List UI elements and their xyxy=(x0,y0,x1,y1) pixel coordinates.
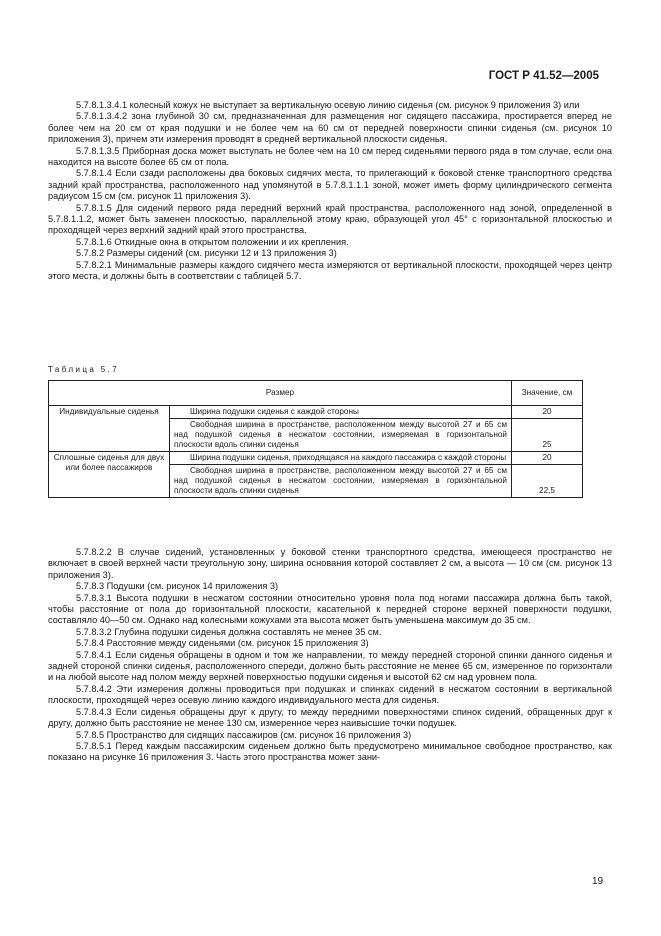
row-desc: Свободная ширина в пространстве, расположенном между высотой 27 и 65 см над подушкой сиденья в несжатом состоянии, измеряемая в горизонтальной плоскости вдоль спинки сиденья xyxy=(170,419,512,452)
paragraph: 5.7.8.4.2 Эти измерения должны проводиться при подушках и спинках сидений в несжатом состоянии в вертикальной плоскости, проходящей через осевую линию каждого индивидуального места для сиденья. xyxy=(48,683,612,706)
paragraph: 5.7.8.4.1 Если сиденья обращены в одном и том же направлении, то между передней стороной спинки данного сиденья и задней стороной спинки сиденья, расположенного спереди, должно быть расстояние не менее 65 см, измеренное по горизонтали и на любой высоте над полом между верхней поверхностью подушки сиденья и высотой 62 см над уровнем пола. xyxy=(48,649,612,683)
paragraph: 5.7.8.5 Пространство для сидящих пассажиров (см. рисунок 16 приложения 3) xyxy=(76,729,412,740)
paragraph: 5.7.8.2.2 В случае сидений, установленных у боковой стенки транспортного средства, имеющееся пространство не включает в своей верхней части треугольную зону, ширина основания которой составляет 2 см, а высота — 10 см (см. рисунок 13 приложения 3). xyxy=(48,547,612,580)
row-value: 22,5 xyxy=(512,465,583,498)
paragraph: 5.7.8.2 Размеры сидений (см. рисунки 12 и 13 приложения 3) xyxy=(76,248,337,259)
table-row xyxy=(49,406,583,419)
paragraph: 5.7.8.3 Подушки (см. рисунок 14 приложения 3) xyxy=(76,581,279,592)
body-text-top xyxy=(48,100,612,283)
paragraph: 5.7.8.1.4 Если сзади расположены два боковых сидячих места, то прилегающий к боковой стенке транспортного средства задний край пространства, расположенного над упомянутой в 5.7.8.1.1.1 зоной, может иметь форму цилиндрического сегмента радиусом 15 см (см. рисунок 11 приложения 3). xyxy=(48,168,612,202)
paragraph: 5.7.8.1.6 Откидные окна в открытом положении и их крепления. xyxy=(76,236,349,247)
paragraph: 5.7.8.1.5 Для сидений первого ряда передний верхний край пространства, расположенного над зоной, определенной в 5.7.8.1.1.2, может быть заменен плоскостью, параллельной этому краю, образующей угол 45° с горизонтальной плоскостью и проходящей через верхний задний край этого пространства. xyxy=(48,202,612,236)
paragraph: 5.7.8.1.3.4.2 зона глубиной 30 см, предназначенная для размещения ног сидящего пассажира, простирается вперед не более чем на 20 см от края подушки и не более чем на 60 см от передней поверхности спинки сиденья (см. рисунок 10 приложения 3), причем эти измерения проводят в средней вертикальной плоскости сиденья. xyxy=(48,111,612,145)
paragraph: 5.7.8.3.2 Глубина подушки сиденья должна составлять не менее 35 см. xyxy=(76,626,382,637)
table-row xyxy=(49,452,583,465)
group-label: Индивидуальные сиденья xyxy=(49,406,170,452)
paragraph: 5.7.8.2.1 Минимальные размеры каждого сидячего места измеряются от вертикальной плоскости, проходящей через центр этого места, и должны быть в соответствии с таблицей 5.7. xyxy=(48,259,612,282)
paragraph: 5.7.8.4.3 Если сиденья обращены друг к другу, то между передними поверхностями спинок сидений, обращенных друг к другу, должно быть расстояние не менее 130 см, измеренное через наивысшие точки подушек. xyxy=(48,706,612,729)
group-label: Сплошные сиденья для двух или более пассажиров xyxy=(49,452,170,498)
paragraph: 5.7.8.5.1 Перед каждым пассажирским сиденьем должно быть предусмотрено минимальное свободное пространство, как показано на рисунке 16 приложения 3. Часть этого пространства может зани- xyxy=(48,740,612,763)
row-value: 25 xyxy=(512,419,583,452)
paragraph: 5.7.8.4 Расстояние между сиденьями (см. рисунок 15 приложения 3) xyxy=(76,638,369,649)
header-value: Значение, см xyxy=(512,381,583,406)
row-desc: Ширина подушки сиденья, приходящаяся на каждого пассажира с каждой стороны xyxy=(170,452,512,465)
header-param: Размер xyxy=(49,381,512,406)
paragraph: 5.7.8.1.3.5 Приборная доска может выступать не более чем на 10 см перед сиденьями первого ряда в том случае, если она находится на высоте более 65 см от пола. xyxy=(48,145,612,168)
row-desc: Ширина подушки сиденья с каждой стороны xyxy=(170,406,512,419)
body-text-bottom xyxy=(48,547,612,764)
seat-size-table xyxy=(48,380,583,498)
row-desc: Свободная ширина в пространстве, расположенном между высотой 27 и 65 см над подушкой сиденья в несжатом состоянии, измеряемая в горизонтальной плоскости вдоль спинки сиденья xyxy=(170,465,512,498)
row-value: 20 xyxy=(512,452,583,465)
page-number: 19 xyxy=(592,876,604,887)
row-value: 20 xyxy=(512,406,583,419)
table-header-row xyxy=(49,381,583,406)
table-caption: Таблица 5.7 xyxy=(48,365,120,374)
document-header: ГОСТ Р 41.52—2005 xyxy=(488,70,599,82)
paragraph: 5.7.8.1.3.4.1 колесный кожух не выступает за вертикальную осевую линию сиденья (см. рисунок 9 приложения 3) или xyxy=(76,100,580,110)
paragraph: 5.7.8.3.1 Высота подушки в несжатом состоянии относительно уровня пола под ногами пассажира должна быть такой, чтобы расстояние от пола до горизонтальной плоскости, касательной к передней стороне верхней поверхности подушки, составляло 40—50 см. Однако над колесными кожухами эта высота может быть уменьшена максимум до 35 см. xyxy=(48,592,612,626)
